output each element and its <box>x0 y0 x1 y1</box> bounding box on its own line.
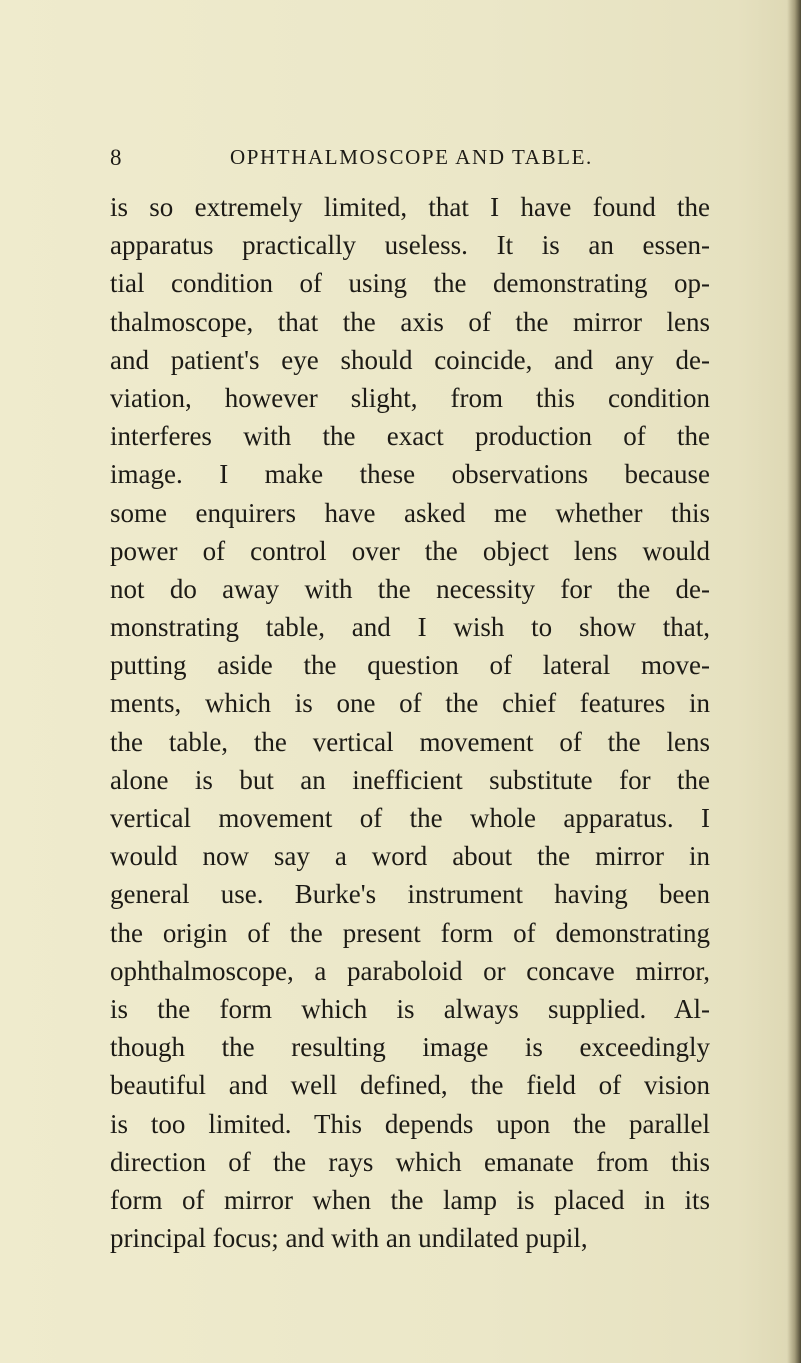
text-line: power of control over the object lens would <box>110 535 710 566</box>
text-line: image. I make these observations because <box>110 459 710 490</box>
page-number: 8 <box>110 145 123 170</box>
text-line: ophthalmoscope, a paraboloid or concave mirror, <box>110 955 710 986</box>
text-line: the table, the vertical movement of the lens <box>110 726 710 757</box>
text-line: vertical movement of the whole apparatus. I <box>110 803 710 833</box>
text-line: interferes with the exact production of the <box>110 421 710 452</box>
running-head: OPHTHALMOSCOPE AND TABLE. <box>230 145 593 169</box>
body-text <box>110 188 710 1257</box>
text-line: apparatus practically useless. It is an essen- <box>110 230 710 261</box>
text-line: not do away with the necessity for the de- <box>110 573 710 604</box>
text-line: some enquirers have asked me whether this <box>110 497 710 528</box>
text-line: form of mirror when the lamp is placed in its <box>110 1184 710 1215</box>
text-line: is so extremely limited, that I have found the <box>110 192 710 222</box>
text-line: viation, however slight, from this condition <box>110 382 710 413</box>
text-line: would now say a word about the mirror in <box>110 841 710 872</box>
text-line: and patient's eye should coincide, and any de- <box>110 344 710 375</box>
text-line: the origin of the present form of demonstrating <box>110 917 710 948</box>
text-line: tial condition of using the demonstrating op- <box>110 268 710 299</box>
text-line: general use. Burke's instrument having been <box>110 879 710 910</box>
text-line: thalmoscope, that the axis of the mirror lens <box>110 306 710 337</box>
text-line: is the form which is always supplied. Al- <box>110 993 710 1024</box>
text-line: principal focus; and with an undilated pupil, <box>110 1223 588 1254</box>
text-line: monstrating table, and I wish to show that, <box>110 612 710 643</box>
page-edge-shadow <box>787 0 801 1363</box>
text-line: ments, which is one of the chief features in <box>110 688 710 719</box>
text-line: beautiful and well defined, the field of vision <box>110 1070 710 1101</box>
text-line: putting aside the question of lateral move- <box>110 650 710 681</box>
page-header <box>110 145 710 175</box>
text-line: is too limited. This depends upon the parallel <box>110 1108 710 1139</box>
text-line: though the resulting image is exceedingly <box>110 1032 710 1063</box>
text-line: direction of the rays which emanate from this <box>110 1146 710 1177</box>
text-line: alone is but an inefficient substitute for the <box>110 764 710 795</box>
